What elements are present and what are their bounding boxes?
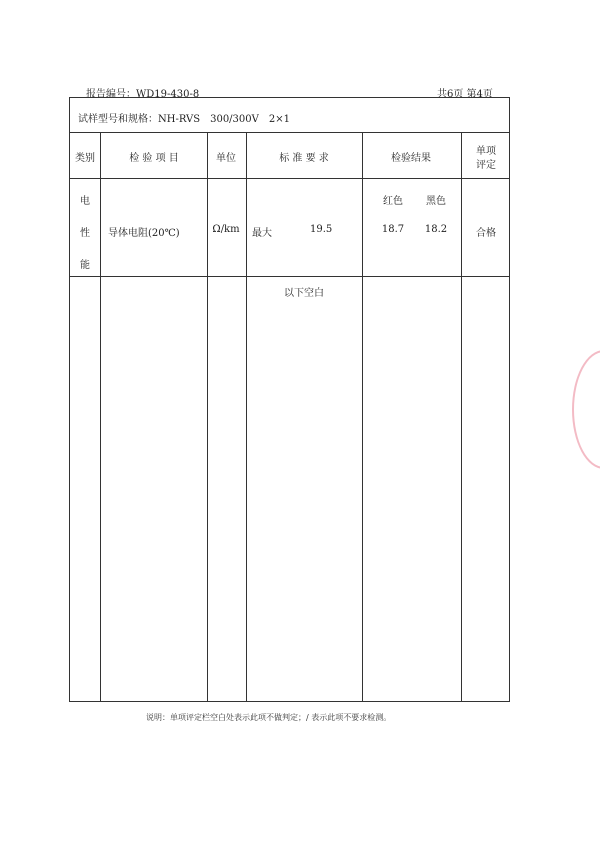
official-seal-stamp — [572, 350, 600, 469]
col-header-verdict-line2: 评定 — [476, 160, 496, 171]
col-divider — [207, 132, 208, 701]
col-divider — [461, 132, 462, 701]
item-name: 导体电阻(20℃) — [108, 228, 180, 239]
category-char-3: 能 — [80, 260, 90, 271]
footer-note: 说明：单项评定栏空白处表示此项不做判定；/ 表示此项不要求检测。 — [146, 713, 392, 722]
col-divider — [246, 132, 247, 701]
row-divider — [70, 132, 509, 133]
unit-value: Ω/km — [212, 224, 240, 235]
category-char-2: 性 — [80, 228, 90, 239]
blank-below-note: 以下空白 — [284, 288, 324, 299]
report-number: 报告编号：WD19-430-8 — [86, 89, 200, 100]
sample-spec: 试样型号和规格：NH-RVS 300/300V 2×1 — [78, 114, 290, 125]
row-divider — [70, 276, 509, 277]
result-black-value: 18.2 — [424, 224, 448, 235]
result-red-label: 红色 — [383, 196, 403, 207]
col-divider — [362, 132, 363, 701]
col-header-item: 检 验 项 目 — [129, 153, 179, 164]
col-header-verdict-line1: 单项 — [476, 146, 496, 157]
row-divider — [70, 178, 509, 179]
requirement-value: 19.5 — [310, 224, 333, 235]
verdict-value: 合格 — [476, 228, 496, 239]
result-black-label: 黑色 — [426, 196, 446, 207]
requirement-label: 最大 — [252, 228, 272, 239]
col-header-unit: 单位 — [216, 153, 236, 164]
page-info: 共6页 第4页 — [437, 89, 493, 100]
category-char-1: 电 — [80, 196, 90, 207]
col-header-requirement: 标 准 要 求 — [279, 153, 329, 164]
col-header-result: 检验结果 — [391, 153, 431, 164]
result-red-value: 18.7 — [381, 224, 405, 235]
col-divider — [100, 132, 101, 701]
test-results-table — [69, 97, 510, 702]
col-header-category: 类别 — [75, 153, 95, 164]
